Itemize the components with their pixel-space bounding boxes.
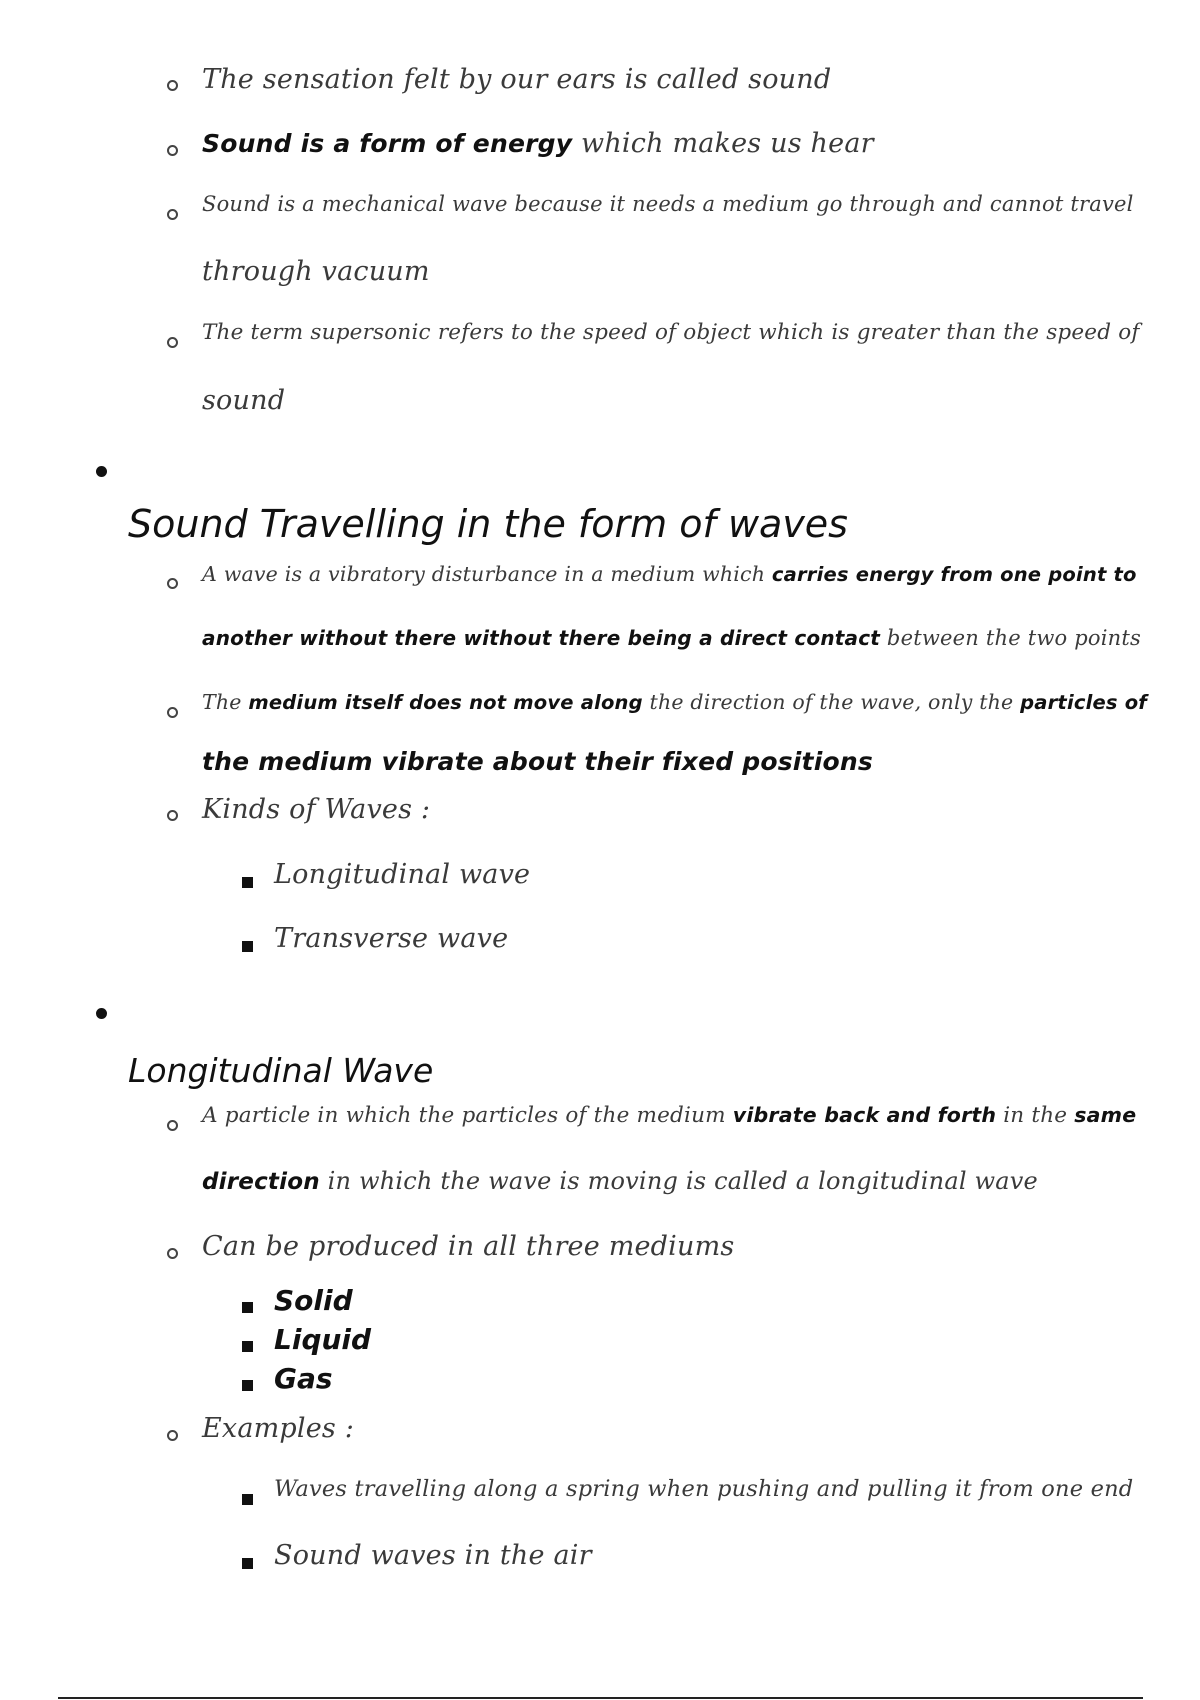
list-item-text: which makes us hear [572, 128, 874, 159]
hollow-bullet-icon [167, 810, 178, 821]
hollow-bullet-icon [167, 578, 178, 589]
sub-list-item: Gas [274, 1362, 333, 1395]
hollow-bullet-icon [167, 145, 178, 156]
hollow-bullet-icon [167, 337, 178, 348]
sub-list-item: Longitudinal wave [274, 859, 531, 890]
list-item: Can be produced in all three mediums [202, 1231, 735, 1262]
list-item [202, 562, 1137, 586]
hollow-bullet-icon [167, 1430, 178, 1441]
list-item-text: between the two points [880, 626, 1142, 650]
square-bullet-icon [242, 1558, 253, 1569]
list-item-text: the direction of the wave, only the [642, 690, 1021, 714]
list-item-continuation [202, 626, 1141, 650]
list-item [202, 1103, 1136, 1128]
bold-phrase: the medium vibrate about their fixed positions [202, 747, 873, 776]
sub-list-item: Solid [274, 1284, 353, 1317]
hollow-bullet-icon [167, 80, 178, 91]
bold-phrase: another without there without there being a direct contact [202, 626, 881, 650]
square-bullet-icon [242, 941, 253, 952]
sub-list-item: Liquid [274, 1323, 372, 1356]
sub-list-item: Waves travelling along a spring when pushing and pulling it from one end [274, 1476, 1134, 1502]
list-item-text: in the [996, 1103, 1075, 1128]
square-bullet-icon [242, 1380, 253, 1391]
list-item: Kinds of Waves : [202, 794, 431, 825]
hollow-bullet-icon [167, 209, 178, 220]
section-heading: Sound Travelling in the form of waves [128, 502, 848, 546]
square-bullet-icon [242, 877, 253, 888]
bold-phrase: particles of [1020, 691, 1147, 714]
bullet-dot-icon [96, 466, 107, 477]
list-item-text: in which the wave is moving is called a longitudinal wave [319, 1167, 1038, 1195]
bold-phrase: same [1074, 1103, 1137, 1127]
square-bullet-icon [242, 1341, 253, 1352]
bullet-dot-icon [96, 1008, 107, 1019]
sub-list-item: Sound waves in the air [274, 1540, 592, 1571]
list-item-text: A particle in which the particles of the medium [202, 1103, 733, 1128]
bold-phrase: carries energy from one point to [771, 563, 1137, 586]
list-item-text: A wave is a vibratory disturbance in a medium which [202, 562, 772, 586]
list-item: The term supersonic refers to the speed of object which is greater than the speed of [202, 320, 1140, 345]
list-item: The sensation felt by our ears is called sound [202, 64, 832, 95]
list-item-continuation [202, 746, 873, 777]
list-item-continuation [202, 1167, 1038, 1195]
list-item: Sound is a mechanical wave because it needs a medium go through and cannot travel [202, 192, 1134, 216]
bottom-rule [58, 1697, 1143, 1699]
square-bullet-icon [242, 1302, 253, 1313]
hollow-bullet-icon [167, 1120, 178, 1131]
list-item-text: The [202, 690, 249, 714]
list-item-continuation: sound [202, 385, 286, 416]
list-item [202, 128, 874, 159]
bold-phrase: medium itself does not move along [248, 691, 643, 714]
bold-phrase: direction [202, 1169, 320, 1195]
hollow-bullet-icon [167, 707, 178, 718]
hollow-bullet-icon [167, 1248, 178, 1259]
square-bullet-icon [242, 1494, 253, 1505]
list-item-continuation: through vacuum [202, 256, 430, 287]
sub-list-item: Transverse wave [274, 923, 509, 954]
bold-phrase: vibrate back and forth [732, 1103, 997, 1127]
list-item [202, 690, 1147, 714]
section-heading: Longitudinal Wave [128, 1051, 434, 1090]
list-item: Examples : [202, 1413, 355, 1444]
bold-phrase: Sound is a form of energy [202, 129, 573, 158]
